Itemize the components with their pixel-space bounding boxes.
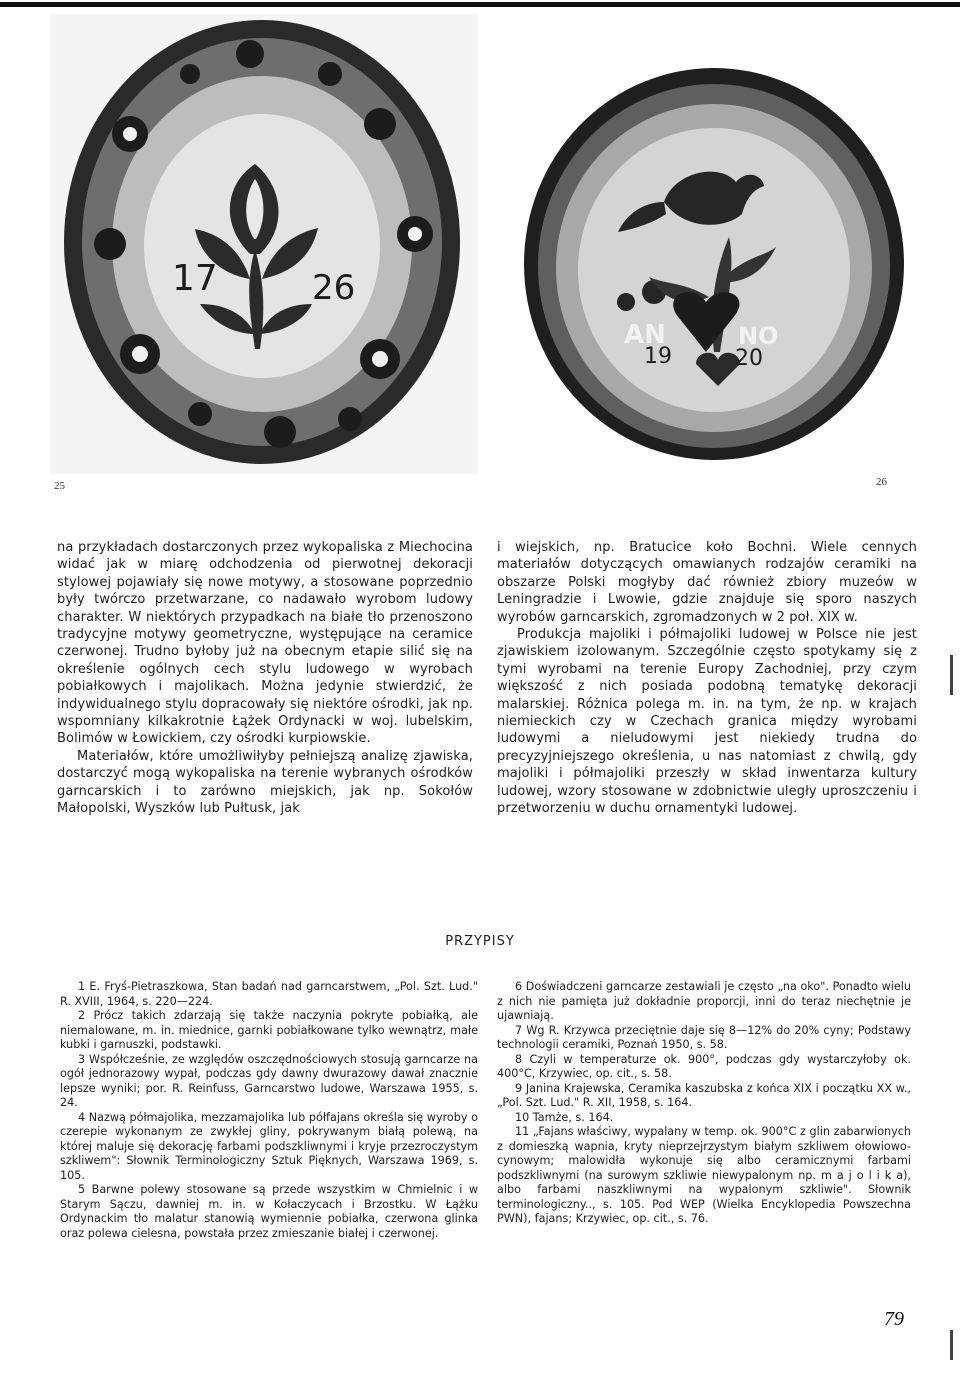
- footnote: 8 Czyli w temperaturze ok. 900°, podczas gdy wystarczyłoby ok. 400°C, Krzywiec, op. cit., s. 58.: [497, 1052, 911, 1080]
- plate-photo-25: [50, 14, 478, 474]
- body-paragraph: i wiejskich, np. Bratucice koło Bochni. Wiele cennych materiałów dotyczących omawianych rodzajów ceramiki na obszarze Polski mogłyby dać również zbiory muzeów w Leningradzie i Lwowie, gdzie znajduje się sporo naszych wyrobów garncarskich, zgromadzonych w 2 poł. XIX w.: [497, 540, 917, 625]
- body-paragraph: na przykładach dostarczonych przez wykopaliska z Miechocina widać jak w miarę odchodzenia od pierwotnej dekoracji stylowej pojawiały się nowe motywy, a stosowane poprzednio były twórczo przetwarzane, co nadawało wyrobom ludowy charakter. W niektórych przypadkach na białe tło przenoszono tradycyjne motywy geometryczne, występujące na ceramice czerwonej. Trudno byłoby już na obecnym etapie silić się na określenie ogólnych cech stylu ludowego w wyrobach pobiałkowych i majolikach. Można jedynie stwierdzić, że indywidualnego stylu dopracowały się niektóre ośrodki, jak np. wspomniany kilkakrotnie Łążek Ordynacki w woj. lubelskim, Bolimów w Łowickiem, czy ośrodki kurpiowskie.: [57, 540, 473, 747]
- plate-inscription-26-l1-right: NO: [738, 322, 779, 350]
- footnote: 1 E. Fryś-Pietraszkowa, Stan badań nad garncarstwem, „Pol. Szt. Lud." R. XVIII, 1964, s. 220—224.: [60, 980, 478, 1008]
- footnote: 3 Współcześnie, ze względów oszczędnościowych stosują garncarze na ogół jednorazowy wypał, podczas gdy dawny dwurazowy dawał znacznie lepsze wyniki; por. R. Reinfuss, Garncarstwo ludowe, Warszawa 1955, s. 24.: [60, 1052, 478, 1109]
- footnote: 9 Janina Krajewska, Ceramika kaszubska z końca XIX i początku XX w., „Pol. Szt. Lud." R. XII, 1958, s. 164.: [497, 1081, 911, 1109]
- footnote: 11 „Fajans właściwy, wypalany w temp. ok. 900°C z glin zabarwionych z domieszką wapnia, kryty nieprzejrzystym białym szkliwem ołowiowo-cynowym; malowidła wykonuje się albo ceramicznymi farbami podszkliwnymi (na surowym szkliwie niewypalonym np. m a j o l i k a), albo farbami naszkliwnymi na wypalonym szkliwie". Słownik terminologiczny.., s. 105. Pod WEP (Wielka Encyklopedia Powszechna PWN), fajans; Krzywiec, op. cit., s. 76.: [497, 1125, 911, 1225]
- body-paragraph: Produkcja majoliki i półmajoliki ludowej w Polsce nie jest zjawiskiem izolowanym. Szczególnie często spotykamy się z tymi wyrobami na terenie Europy Zachodniej, przy czym większość z nich posiada podobną tematykę dekoracji malarskiej. Różnica polega m. in. na tym, że np. w krajach niemieckich czy w Czechach granica między wyrobami ludowymi a nieludowymi jest niekiedy trudna do precyzyjniejszego określenia, u nas natomiast z chwilą, gdy majoliki i półmajoliki przeszły w skład inwentarza kultury ludowej, wzory stosowane w zdobnictwie uległy uproszczeniu i przetworzeniu w duchu ornamentyki ludowej.: [497, 627, 917, 817]
- body-column-right: [497, 539, 917, 818]
- footnotes-column-left: [60, 980, 478, 1241]
- figure-number-25: 25: [54, 480, 65, 492]
- plate-photo-26: [514, 52, 916, 468]
- plate-inscription-25-left: 17: [172, 258, 218, 299]
- page-number: 79: [884, 1308, 904, 1330]
- footnote: 2 Prócz takich zdarzają się także naczynia pokryte pobiałką, ale niemalowane, m. in. miednice, garnki pobiałkowane tylko wewnątrz, małe kubki i garnuszki, podstawki.: [60, 1009, 478, 1051]
- footnote: 5 Barwne polewy stosowane są przede wszystkim w Chmielnic i w Starym Sączu, dawniej m. in. w Kołaczycach i Brzostku. W Łążku Ordynackim tło malatur stanowią wymiennie pobiałka, czerwona glinka oraz polewa cielesna, powstała przez zmieszanie białej i czerwonej.: [60, 1183, 478, 1240]
- figure-number-26: 26: [876, 476, 887, 488]
- footnote: 10 Tamże, s. 164.: [515, 1110, 614, 1124]
- plate-inscription-25-right: 26: [312, 268, 356, 308]
- footnote: 4 Nazwą półmajolika, mezzamajolika lub półfajans określa się wyroby o czerepie wykonanym ze zwykłej gliny, pokrywanym białą polewą, na której maluje się dekorację farbami podszkliwnymi i kryje przezroczystym szkliwem": Słownik Terminologiczny Sztuk Pięknych, Warszawa 1969, s. 105.: [60, 1110, 478, 1182]
- edge-mark: [950, 655, 953, 695]
- plate-inscription-26-l2-left: 19: [644, 344, 672, 369]
- footnote: 6 Doświadczeni garncarze zestawiali je często „na oko". Ponadto wielu z nich nie pamięta już dokładnie proporcji, inni do teraz niechętnie je ujawniają.: [497, 980, 911, 1022]
- body-column-left: [57, 539, 473, 818]
- body-paragraph: Materiałów, które umożliwiłyby pełniejszą analizę zjawiska, dostarczyć mogą wykopaliska na terenie wybranych ośrodków garncarskich i to zarówno miejskich, jak np. Sokołów Małopolski, Wyszków lub Pułtusk, jak: [57, 748, 473, 817]
- top-rule: [0, 2, 960, 7]
- edge-mark: [950, 1330, 953, 1360]
- footnotes-heading: PRZYPISY: [445, 934, 515, 949]
- plate-inscription-26-l1-left: AN: [624, 320, 666, 350]
- footnotes-column-right: [497, 980, 911, 1227]
- footnote: 7 Wg R. Krzywca przeciętnie daje się 8—12% do 20% cyny; Podstawy technologii ceramiki, Poznań 1950, s. 58.: [497, 1023, 911, 1051]
- plate-inscription-26-l2-right: 20: [735, 346, 763, 371]
